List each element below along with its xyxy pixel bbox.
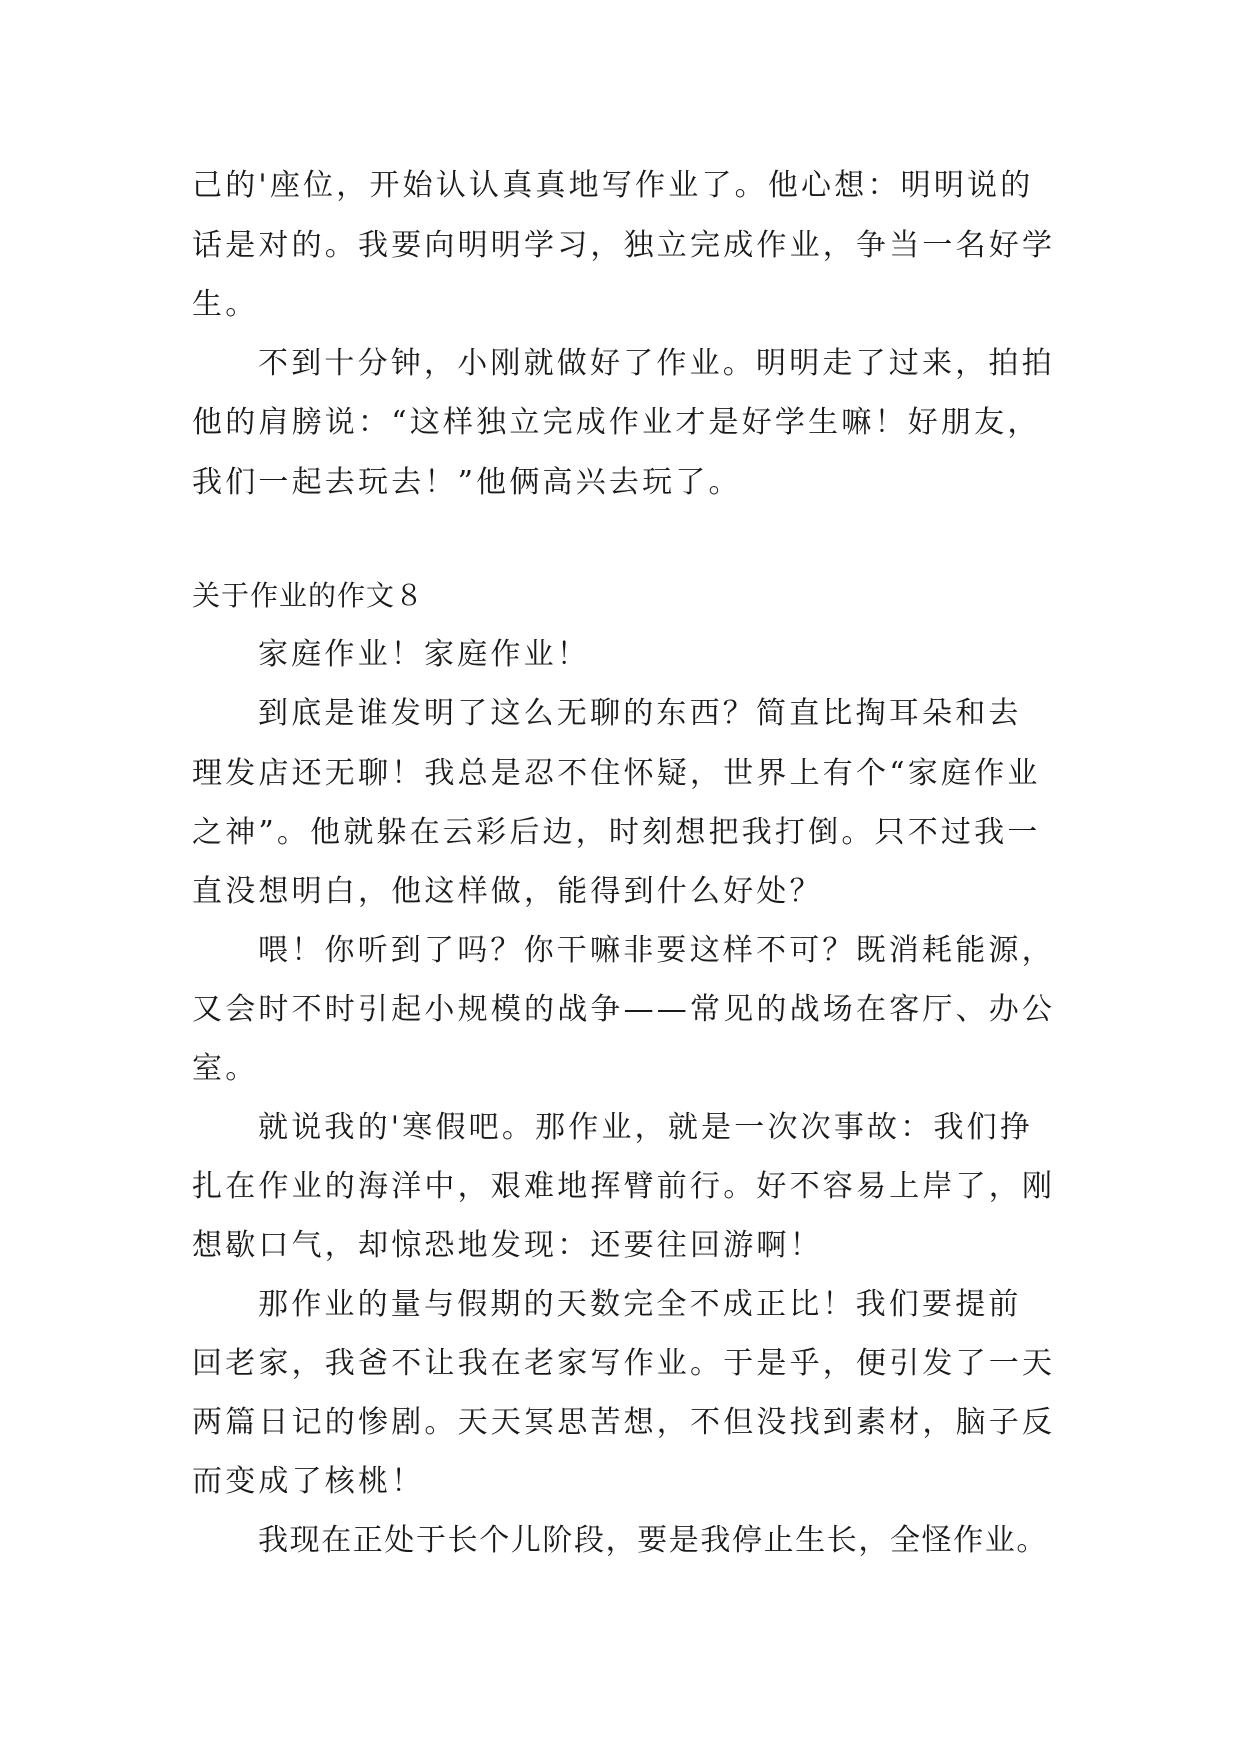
- body-text-line: 我们一起去玩去！”他俩高兴去玩了。: [192, 465, 742, 500]
- body-text-line: 又会时不时引起小规模的战争——常见的战场在客厅、办公: [192, 992, 1056, 1027]
- body-text-line: 两篇日记的惨剧。天天冥思苦想，不但没找到素材，脑子反: [192, 1405, 1056, 1440]
- section-heading: 关于作业的作文８: [192, 579, 425, 612]
- body-text-line: 回老家，我爸不让我在老家写作业。于是乎，便引发了一天: [192, 1346, 1056, 1381]
- body-text-line: 想歇口气，却惊恐地发现：还要往回游啊！: [192, 1228, 823, 1263]
- body-text-line: 话是对的。我要向明明学习，独立完成作业，争当一名好学: [192, 228, 1056, 263]
- body-text-line: 扎在作业的海洋中，艰难地挥臂前行。好不容易上岸了，刚: [192, 1169, 1056, 1204]
- body-text-line: 到底是谁发明了这么无聊的东西？简直比掏耳朵和去: [258, 696, 1022, 731]
- body-text-line: 家庭作业！家庭作业！: [258, 637, 590, 672]
- body-text-line: 室。: [192, 1051, 259, 1086]
- body-text-line: 他的肩膀说：“这样独立完成作业才是好学生嘛！好朋友，: [192, 405, 1041, 440]
- body-text-line: 我现在正处于长个儿阶段，要是我停止生长，全怪作业。: [258, 1523, 1048, 1558]
- body-text-line: 己的'座位，开始认认真真地写作业了。他心想：明明说的: [192, 168, 1034, 203]
- body-text-line: 那作业的量与假期的天数完全不成正比！我们要提前: [258, 1287, 1022, 1322]
- body-text-line: 喂！你听到了吗？你干嘛非要这样不可？既消耗能源，: [258, 933, 1055, 968]
- body-text-line: 就说我的'寒假吧。那作业，就是一次次事故：我们挣: [258, 1110, 1034, 1145]
- body-text-line: 生。: [192, 287, 259, 322]
- body-text-line: 而变成了核桃！: [192, 1464, 425, 1499]
- body-text-line: 理发店还无聊！我总是忍不住怀疑，世界上有个“家庭作业: [192, 756, 1041, 791]
- body-text-line: 之神”。他就躲在云彩后边，时刻想把我打倒。只不过我一: [192, 815, 1041, 850]
- body-text-line: 不到十分钟，小刚就做好了作业。明明走了过来，拍拍: [258, 346, 1055, 381]
- body-text-line: 直没想明白，他这样做，能得到什么好处？: [192, 874, 823, 909]
